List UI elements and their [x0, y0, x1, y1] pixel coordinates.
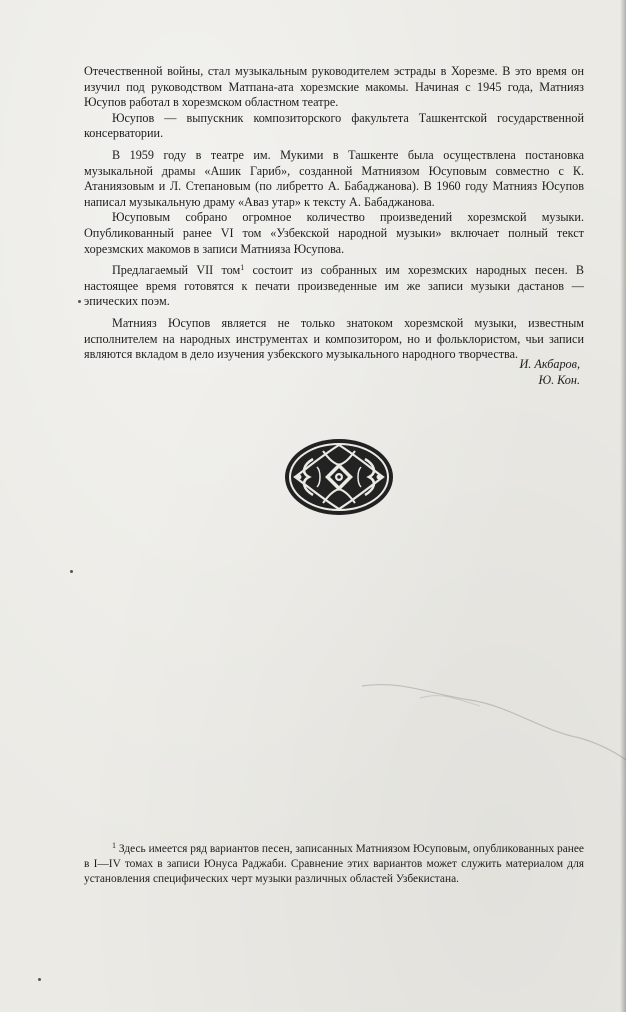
- floral-ornament-icon: [283, 437, 395, 517]
- paragraph-4: Юсуповым собрано огромное количество произведений хорезмской музыки. Опубликованный ранее VI том «Узбекской народной музыки» включает полный текст хорезмских макомов в записи Матнияза Юсупова.: [84, 210, 584, 256]
- paragraph-5: [84, 263, 584, 310]
- paragraph-3: В 1959 году в театре им. Мукими в Ташкенте была осуществлена постановка музыкальной драмы «Ашик Гариб», созданной Матниязом Юсуповым совместно с К. Атаниязовым и Л. Степановым (по либретто А. Бабаджанова). В 1960 году Матнияз Юсупов написал музыкальную драму «Аваз утар» к тексту А. Бабаджанова.: [84, 147, 584, 209]
- speck: [70, 570, 73, 573]
- paragraph-1: Отечественной войны, стал музыкальным руководителем эстрады в Хорезме. В это время он изучил под руководством Матпана-ата хорезмские макомы. Начиная с 1945 года, Матнияз Юсупов работал в хорезмском областном театре.: [84, 64, 584, 110]
- author-1: И. Акбаров,: [519, 357, 580, 371]
- speck: [38, 978, 41, 981]
- paragraph-5-start: Предлагаемый VII том: [112, 263, 241, 278]
- author-signatures: [520, 356, 581, 388]
- paragraph-2: Юсупов — выпускник композиторского факультета Ташкентской государственной консерватории.: [84, 110, 584, 141]
- footnote: [84, 842, 584, 887]
- author-2: Ю. Кон.: [538, 373, 580, 387]
- page-edge-shadow: [620, 0, 626, 1012]
- speck: [78, 300, 81, 303]
- paragraph-5-rest: состоит из собранных им хорезмских народных песен. В настоящее время готовятся к печати произведенные им же записи музыки дастанов — эпических поэм.: [84, 263, 584, 309]
- paragraph-6: Матнияз Юсупов является не только знатоком хорезмской музыки, известным исполнителем на народных инструментах и композитором, но и фольклористом, чьи записи являются вкладом в дело изучения узбекского музыкального народного творчества.: [84, 315, 584, 362]
- main-text: [84, 64, 584, 363]
- footnote-text: Здесь имеется ряд вариантов песен, записанных Матниязом Юсуповым, опубликованных ранее в I—IV томах в записи Юнуса Раджаби. Сравнение этих вариантов может служить материалом для установления специфических черт музыки различных областей Узбекистана.: [84, 843, 584, 885]
- footnote-reference: 1: [240, 263, 245, 273]
- paper-crease: [360, 640, 626, 770]
- footnote-marker: 1: [112, 841, 116, 850]
